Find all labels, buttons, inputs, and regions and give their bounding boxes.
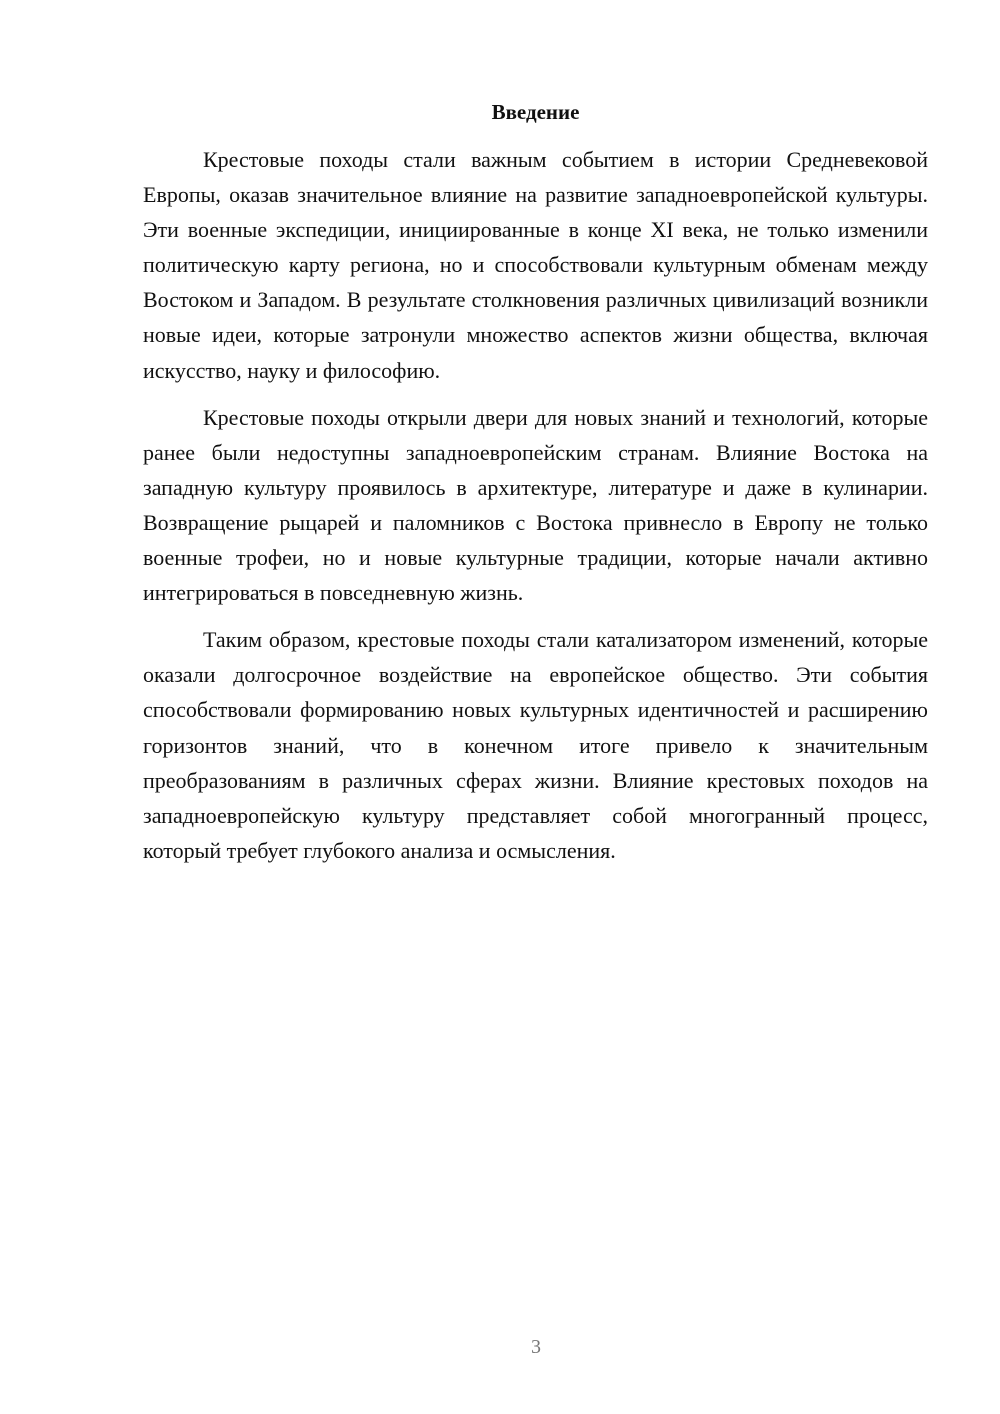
section-heading: Введение <box>491 100 580 124</box>
body-text <box>143 142 928 868</box>
page-number: 3 <box>531 1336 541 1358</box>
paragraph-1: Крестовые походы стали важным событием в истории Средневековой Европы, оказав значительное влияние на развитие западноевропейской культуры. Эти военные экспедиции, инициированные в конце XI века, не только изменили политическую карту региона, но и способствовали культурным обменам между Востоком и Западом. В результате столкновения различных цивилизаций возникли новые идеи, которые затронули множество аспектов жизни общества, включая искусство, науку и философию. <box>143 147 928 383</box>
paragraph-2: Крестовые походы открыли двери для новых знаний и технологий, которые ранее были недоступны западноевропейским странам. Влияние Востока на западную культуру проявилось в архитектуре, литературе и даже в кулинарии. Возвращение рыцарей и паломников с Востока привнесло в Европу не только военные трофеи, но и новые культурные традиции, которые начали активно интегрироваться в повседневную жизнь. <box>143 404 928 606</box>
paragraph-3: Таким образом, крестовые походы стали катализатором изменений, которые оказали долгосрочное воздействие на европейское общество. Эти события способствовали формированию новых культурных идентичностей и расширению горизонтов знаний, что в конечном итоге привело к значительным преобразованиям в различных сферах жизни. Влияние крестовых походов на западноевропейскую культуру представляет собой многогранный процесс, который требует глубокого анализа и осмысления. <box>143 627 928 863</box>
